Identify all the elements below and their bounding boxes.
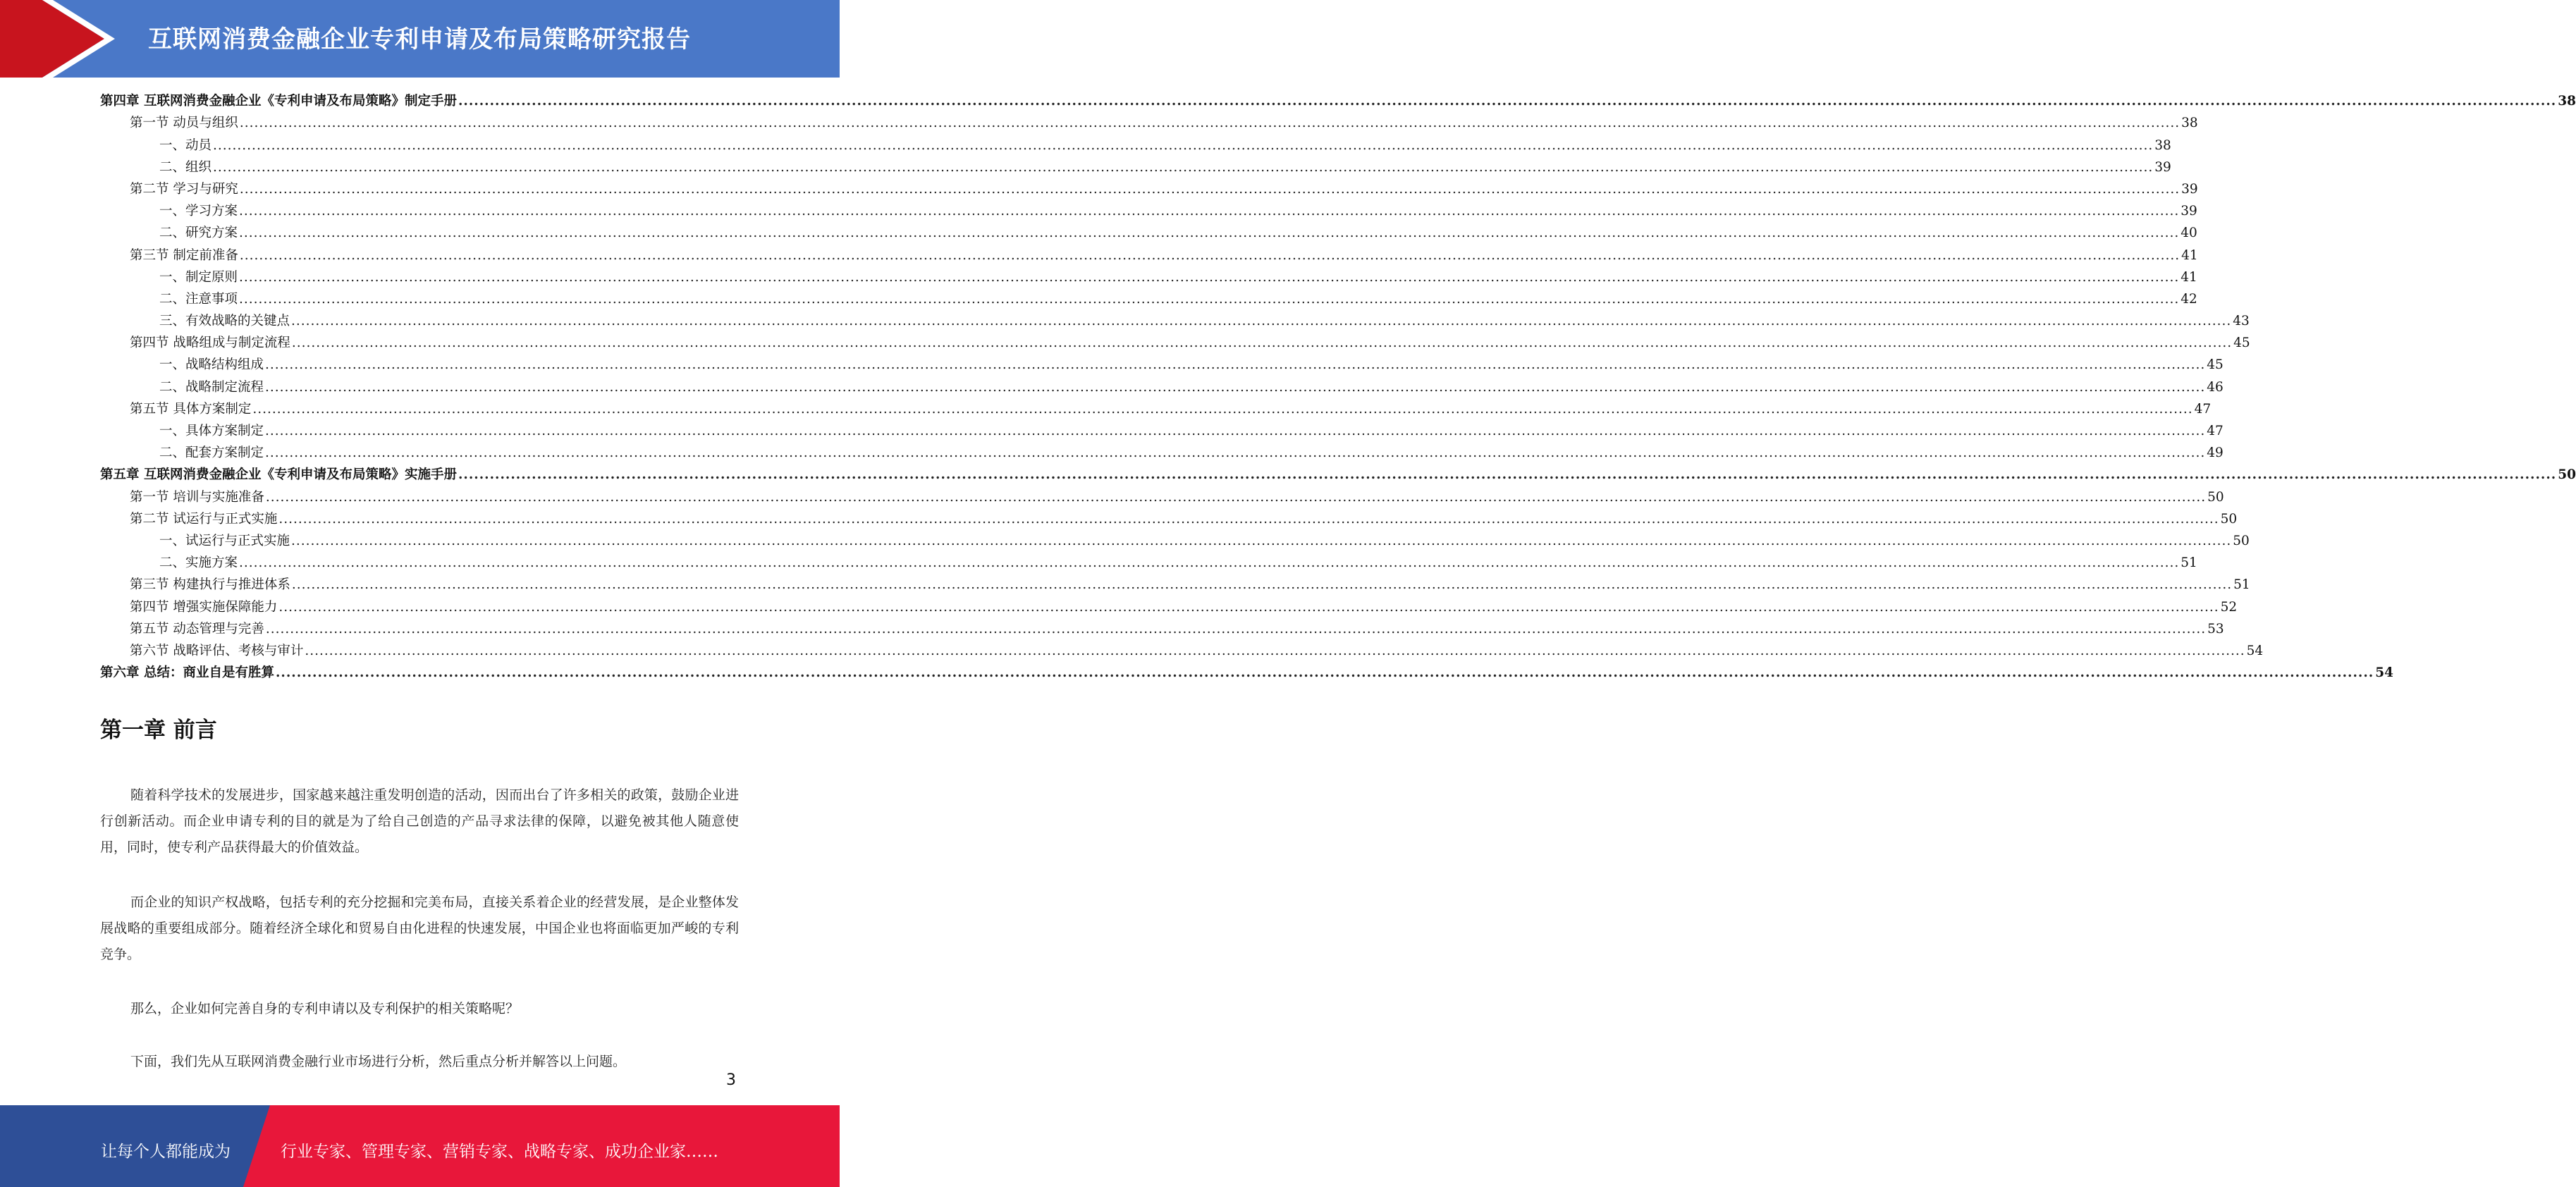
toc-entry[interactable] bbox=[100, 442, 2224, 464]
toc-entry-label: 第四节 战略组成与制定流程 bbox=[130, 336, 290, 351]
toc-entry-label: 一、制定原则 bbox=[159, 269, 238, 285]
toc-entry[interactable] bbox=[100, 464, 2576, 486]
toc-entry-label: 二、实施方案 bbox=[159, 555, 238, 571]
toc-entry-page: 51 bbox=[2181, 555, 2197, 571]
toc-entry-page: 50 bbox=[2207, 489, 2224, 505]
toc-entry-page: 39 bbox=[2181, 181, 2198, 197]
footer-slogan-right: 行业专家、管理专家、营销专家、战略专家、成功企业家…… bbox=[281, 1143, 718, 1161]
toc-leader-dots: ................................................................................................................................................................................................................................................................................................................................................................................................................ bbox=[265, 621, 2207, 636]
toc-entry-label: 第六章 总结：商业自是有胜算 bbox=[100, 665, 274, 681]
toc-entry[interactable] bbox=[100, 134, 2171, 156]
toc-entry-label: 二、战略制定流程 bbox=[159, 379, 264, 395]
toc-leader-dots: ................................................................................................................................................................................................................................................................................................................................................................................................................ bbox=[239, 116, 2181, 131]
toc-entry-label: 第二节 试运行与正式实施 bbox=[130, 511, 278, 527]
toc-entry-label: 一、具体方案制定 bbox=[159, 424, 264, 438]
paragraph-4: 下面，我们先从互联网消费金融行业市场进行分析，然后重点分析并解答以上问题。 bbox=[130, 1054, 627, 1069]
paragraph-3: 那么，企业如何完善自身的专利申请以及专利保护的相关策略呢？ bbox=[130, 1001, 520, 1016]
toc-entry[interactable] bbox=[100, 90, 2576, 112]
toc-entry[interactable] bbox=[100, 288, 2197, 310]
toc-entry-page: 42 bbox=[2181, 291, 2197, 307]
toc-entry-page: 47 bbox=[2194, 401, 2212, 417]
toc-entry-page: 38 bbox=[2558, 94, 2576, 109]
toc-entry-page: 45 bbox=[2233, 336, 2250, 351]
toc-entry-page: 49 bbox=[2207, 445, 2224, 461]
toc-leader-dots: ................................................................................................................................................................................................................................................................................................................................................................................................................ bbox=[291, 577, 2233, 593]
toc-entry-page: 46 bbox=[2207, 379, 2224, 395]
toc-entry-label: 第六节 战略评估、考核与审计 bbox=[130, 643, 304, 658]
toc-entry-page: 54 bbox=[2375, 665, 2393, 681]
paragraph-2: 而企业的知识产权战略，包括专利的充分挖掘和完美布局，直接关系着企业的经营发展，是企业整体发展战略的重要组成部分。随着经济全球化和贸易自由化进程的快速发展，中国企业也将面临更加严峻的专利竞争。 bbox=[100, 894, 739, 962]
toc-leader-dots: ................................................................................................................................................................................................................................................................................................................................................................................................................ bbox=[239, 204, 2180, 219]
toc-entry[interactable] bbox=[100, 222, 2197, 244]
header-arrow-shape bbox=[0, 0, 120, 78]
toc-entry[interactable] bbox=[100, 574, 2250, 596]
toc-entry-page: 40 bbox=[2181, 226, 2197, 241]
toc-entry[interactable] bbox=[100, 398, 2212, 420]
toc-leader-dots: ................................................................................................................................................................................................................................................................................................................................................................................................................ bbox=[239, 247, 2181, 263]
toc-entry-page: 47 bbox=[2207, 424, 2224, 438]
toc-leader-dots: ................................................................................................................................................................................................................................................................................................................................................................................................................ bbox=[265, 445, 2206, 461]
toc-entry[interactable] bbox=[100, 332, 2250, 354]
toc-entry-page: 39 bbox=[2154, 159, 2171, 175]
toc-leader-dots: ................................................................................................................................................................................................................................................................................................................................................................................................................ bbox=[239, 181, 2181, 197]
toc-entry-label: 第一节 动员与组织 bbox=[130, 116, 238, 131]
toc-entry-page: 50 bbox=[2233, 533, 2250, 548]
toc-entry-page: 38 bbox=[2154, 137, 2171, 153]
toc-entry[interactable] bbox=[100, 112, 2198, 134]
toc-entry-page: 41 bbox=[2181, 269, 2197, 285]
toc-entry-label: 一、试运行与正式实施 bbox=[159, 533, 290, 548]
toc-entry-label: 第四节 增强实施保障能力 bbox=[130, 599, 278, 615]
toc-leader-dots: ................................................................................................................................................................................................................................................................................................................................................................................................................ bbox=[239, 269, 2180, 285]
toc-entry-page: 52 bbox=[2220, 599, 2238, 615]
toc-leader-dots: ................................................................................................................................................................................................................................................................................................................................................................................................................ bbox=[213, 159, 2154, 175]
toc-entry[interactable] bbox=[100, 662, 2393, 684]
toc-entry[interactable] bbox=[100, 178, 2198, 200]
toc-entry-page: 39 bbox=[2181, 204, 2197, 219]
toc-entry-page: 38 bbox=[2181, 116, 2198, 131]
toc-entry-label: 第三节 制定前准备 bbox=[130, 247, 238, 263]
toc-leader-dots: ................................................................................................................................................................................................................................................................................................................................................................................................................ bbox=[265, 489, 2207, 505]
toc-entry[interactable] bbox=[100, 376, 2224, 398]
toc-entry-label: 第二节 学习与研究 bbox=[130, 181, 238, 197]
toc-entry[interactable] bbox=[100, 266, 2197, 288]
toc-leader-dots: ................................................................................................................................................................................................................................................................................................................................................................................................................ bbox=[278, 511, 2219, 527]
toc-entry[interactable] bbox=[100, 156, 2171, 178]
toc-entry-page: 41 bbox=[2181, 247, 2198, 263]
toc-entry[interactable] bbox=[100, 420, 2224, 442]
page-number: 3 bbox=[726, 1071, 736, 1089]
toc-entry-label: 第五章 互联网消费金融企业《专利申请及布局策略》实施手册 bbox=[100, 467, 457, 483]
toc-leader-dots: ................................................................................................................................................................................................................................................................................................................................................................................................................ bbox=[458, 467, 2557, 483]
toc-entry-label: 一、动员 bbox=[159, 137, 212, 153]
toc-entry[interactable] bbox=[100, 486, 2224, 508]
toc-leader-dots: ................................................................................................................................................................................................................................................................................................................................................................................................................ bbox=[278, 599, 2219, 615]
toc-leader-dots: ................................................................................................................................................................................................................................................................................................................................................................................................................ bbox=[265, 379, 2206, 395]
toc-leader-dots: ................................................................................................................................................................................................................................................................................................................................................................................................................ bbox=[291, 533, 2232, 548]
toc-entry[interactable] bbox=[100, 596, 2238, 617]
toc-leader-dots: ................................................................................................................................................................................................................................................................................................................................................................................................................ bbox=[239, 291, 2180, 307]
toc-leader-dots: ................................................................................................................................................................................................................................................................................................................................................................................................................ bbox=[252, 401, 2193, 417]
toc-leader-dots: ................................................................................................................................................................................................................................................................................................................................................................................................................ bbox=[213, 137, 2154, 153]
toc-entry-label: 第五节 具体方案制定 bbox=[130, 401, 252, 417]
toc-entry-label: 三、有效战略的关键点 bbox=[159, 314, 290, 329]
toc-entry[interactable] bbox=[100, 200, 2197, 222]
toc-entry-label: 二、配套方案制定 bbox=[159, 445, 264, 461]
toc-entry[interactable] bbox=[100, 618, 2224, 640]
toc-entry[interactable] bbox=[100, 552, 2197, 574]
toc-entry-label: 二、注意事项 bbox=[159, 291, 238, 307]
toc-entry[interactable] bbox=[100, 508, 2238, 530]
page-header bbox=[0, 0, 840, 78]
chapter-heading: 第一章 前言 bbox=[100, 718, 217, 743]
toc-leader-dots: ................................................................................................................................................................................................................................................................................................................................................................................................................ bbox=[291, 336, 2233, 351]
table-of-contents bbox=[100, 90, 2576, 684]
footer-slogan-left: 让每个人都能成为 bbox=[101, 1143, 231, 1161]
toc-leader-dots: ................................................................................................................................................................................................................................................................................................................................................................................................................ bbox=[275, 665, 2374, 681]
toc-leader-dots: ................................................................................................................................................................................................................................................................................................................................................................................................................ bbox=[305, 643, 2245, 658]
toc-entry[interactable] bbox=[100, 310, 2250, 332]
toc-leader-dots: ................................................................................................................................................................................................................................................................................................................................................................................................................ bbox=[265, 357, 2206, 373]
toc-entry-page: 54 bbox=[2246, 643, 2264, 658]
toc-leader-dots: ................................................................................................................................................................................................................................................................................................................................................................................................................ bbox=[239, 226, 2180, 241]
toc-entry-label: 一、战略结构组成 bbox=[159, 357, 264, 373]
toc-entry-page: 50 bbox=[2220, 511, 2238, 527]
toc-entry-page: 43 bbox=[2233, 314, 2250, 329]
toc-entry-label: 第一节 培训与实施准备 bbox=[130, 489, 264, 505]
paragraph-1: 随着科学技术的发展进步，国家越来越注重发明创造的活动，因而出台了许多相关的政策，鼓励企业进行创新活动。而企业申请专利的目的就是为了给自己创造的产品寻求法律的保障，以避免被其他人随意使用，同时，使专利产品获得最大的价值效益。 bbox=[100, 787, 739, 855]
toc-entry[interactable] bbox=[100, 354, 2224, 376]
toc-entry-page: 50 bbox=[2558, 467, 2576, 483]
toc-entry[interactable] bbox=[100, 530, 2250, 552]
toc-leader-dots: ................................................................................................................................................................................................................................................................................................................................................................................................................ bbox=[458, 94, 2557, 109]
toc-entry-label: 二、组织 bbox=[159, 159, 212, 175]
toc-leader-dots: ................................................................................................................................................................................................................................................................................................................................................................................................................ bbox=[239, 555, 2180, 571]
toc-entry[interactable] bbox=[100, 244, 2198, 266]
toc-entry-page: 53 bbox=[2207, 621, 2224, 636]
toc-entry-label: 二、研究方案 bbox=[159, 226, 238, 241]
toc-entry-label: 第五节 动态管理与完善 bbox=[130, 621, 264, 636]
toc-entry-page: 51 bbox=[2233, 577, 2250, 593]
toc-leader-dots: ................................................................................................................................................................................................................................................................................................................................................................................................................ bbox=[265, 424, 2206, 438]
toc-entry-page: 45 bbox=[2207, 357, 2224, 373]
page-footer bbox=[0, 1105, 840, 1187]
toc-entry[interactable] bbox=[100, 640, 2264, 662]
toc-entry-label: 第四章 互联网消费金融企业《专利申请及布局策略》制定手册 bbox=[100, 94, 457, 109]
toc-entry-label: 第三节 构建执行与推进体系 bbox=[130, 577, 290, 593]
report-title: 互联网消费金融企业专利申请及布局策略研究报告 bbox=[148, 25, 691, 54]
toc-entry-label: 一、学习方案 bbox=[159, 204, 238, 219]
toc-leader-dots: ................................................................................................................................................................................................................................................................................................................................................................................................................ bbox=[291, 314, 2232, 329]
